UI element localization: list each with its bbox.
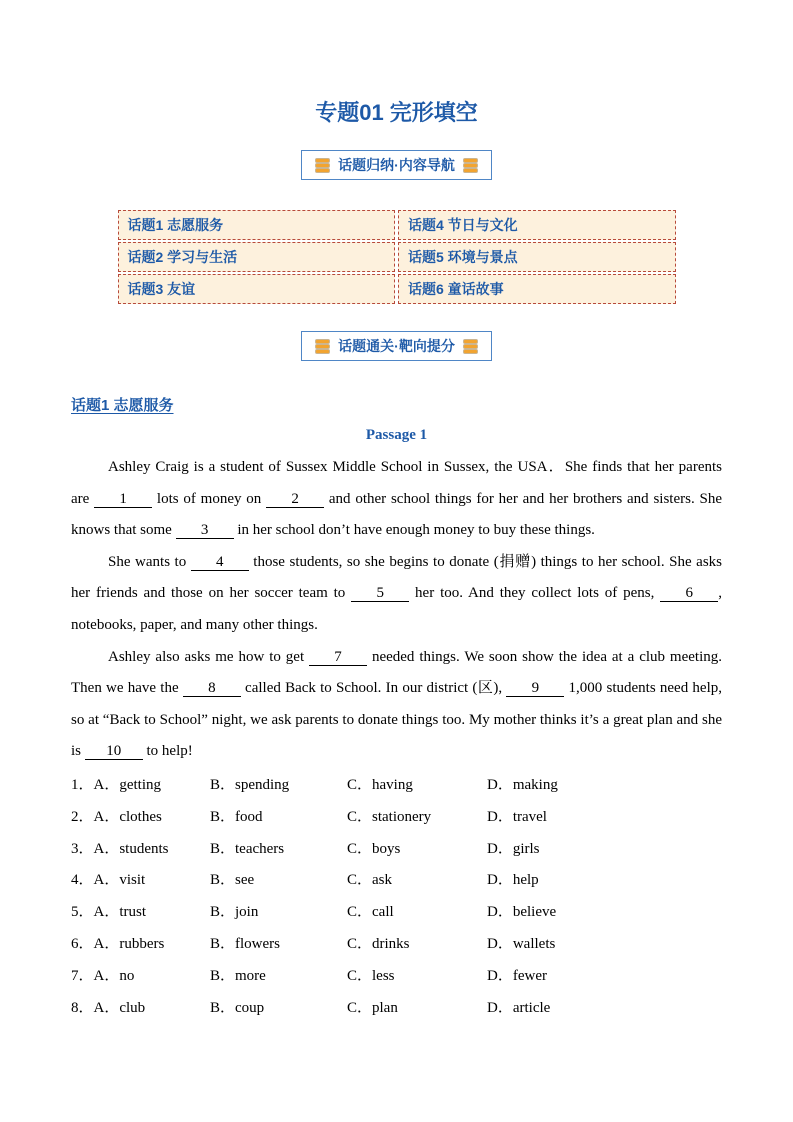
blank-4: 4 — [191, 554, 249, 571]
option-8-C: C．plan — [347, 999, 398, 1016]
option-6-C: C．drinks — [347, 935, 410, 952]
option-3-A: 3．A．students — [71, 840, 169, 857]
option-3-D: D．girls — [487, 840, 540, 857]
option-row-2 — [71, 802, 722, 834]
blank-7: 7 — [309, 649, 367, 666]
blank-5: 5 — [351, 585, 409, 602]
option-1-D: D．making — [487, 776, 558, 793]
option-5-C: C．call — [347, 904, 394, 921]
option-row-7 — [71, 961, 722, 993]
option-2-D: D．travel — [487, 808, 547, 825]
option-5-A: 5．A．trust — [71, 904, 147, 921]
option-5-D: D．believe — [487, 904, 557, 921]
option-7-A: 7．A．no — [71, 967, 135, 984]
option-7-C: C．less — [347, 967, 395, 984]
banner-nav — [301, 150, 492, 180]
topic-nav-table — [118, 210, 676, 304]
option-row-8 — [71, 993, 722, 1025]
blank-3: 3 — [176, 522, 234, 539]
option-6-D: D．wallets — [487, 935, 556, 952]
option-7-B: B．more — [210, 967, 266, 984]
option-8-A: 8．A．club — [71, 999, 146, 1016]
option-2-A: 2．A．clothes — [71, 808, 162, 825]
passage-paragraph: She wants to 4 those students, so she begins to donate (捐赠) things to her school. She asks her friends and those on her soccer team to 5 her too. And they collect lots of pens, 6 , notebooks, paper, and many other things. — [71, 553, 722, 633]
topic-cell-6: 话题6 童话故事 — [398, 274, 676, 304]
passage-body — [71, 452, 722, 768]
option-3-C: C．boys — [347, 840, 401, 857]
option-6-A: 6．A．rubbers — [71, 935, 165, 952]
option-4-C: C．ask — [347, 872, 393, 889]
option-2-C: C．stationery — [347, 808, 432, 825]
topic-cell-5: 话题5 环境与景点 — [398, 242, 676, 272]
blank-1: 1 — [94, 491, 152, 508]
passage-title: Passage 1 — [365, 427, 428, 443]
option-row-4 — [71, 865, 722, 897]
banner-bars-icon — [316, 159, 329, 172]
option-4-B: B．see — [210, 872, 255, 889]
option-5-B: B．join — [210, 904, 259, 921]
option-2-B: B．food — [210, 808, 263, 825]
option-6-B: B．flowers — [210, 935, 280, 952]
banner-bars-icon — [316, 340, 329, 353]
page-title: 专题01 完形填空 — [315, 100, 478, 125]
topic-cell-1: 话题1 志愿服务 — [118, 210, 396, 240]
banner-bars-icon — [464, 340, 477, 353]
topic-cell-3: 话题3 友谊 — [118, 274, 396, 304]
blank-8: 8 — [183, 680, 241, 697]
blank-2: 2 — [266, 491, 324, 508]
option-4-A: 4．A．visit — [71, 872, 146, 889]
option-row-5 — [71, 897, 722, 929]
option-1-B: B．spending — [210, 776, 290, 793]
blank-10: 10 — [85, 743, 143, 760]
topic-cell-4: 话题4 节日与文化 — [398, 210, 676, 240]
banner-bars-icon — [464, 159, 477, 172]
passage-paragraph: Ashley Craig is a student of Sussex Middle School in Sussex, the USA．She finds that her parents are 1 lots of money on 2 and other school things for her and her brothers and sisters. She knows that some 3 in her school don’t have enough money to buy these things. — [71, 459, 722, 539]
topic-cell-2: 话题2 学习与生活 — [118, 242, 396, 272]
blank-6: 6 — [660, 585, 718, 602]
option-row-6 — [71, 929, 722, 961]
banner-nav-label: 话题归纳·内容导航 — [338, 157, 455, 173]
option-row-3 — [71, 834, 722, 866]
blank-9: 9 — [506, 680, 564, 697]
option-1-A: 1．A．getting — [71, 776, 161, 793]
option-1-C: C．having — [347, 776, 413, 793]
option-4-D: D．help — [487, 872, 539, 889]
option-8-D: D．article — [487, 999, 551, 1016]
option-row-1 — [71, 770, 722, 802]
option-8-B: B．coup — [210, 999, 265, 1016]
option-7-D: D．fewer — [487, 967, 547, 984]
options-list — [71, 770, 722, 1024]
option-3-B: B．teachers — [210, 840, 285, 857]
section-heading: 话题1 志愿服务 — [71, 397, 174, 414]
banner-boost — [301, 331, 492, 361]
banner-boost-label: 话题通关·靶向提分 — [338, 338, 455, 354]
passage-paragraph: Ashley also asks me how to get 7 needed things. We soon show the idea at a club meeting. Then we have the 8 called Back to School. In our district (区), 9 1,000 students need help, so at “Back to School” night, we ask parents to donate things too. My mother thinks it’s a great plan and she is 10 to help! — [71, 648, 723, 760]
